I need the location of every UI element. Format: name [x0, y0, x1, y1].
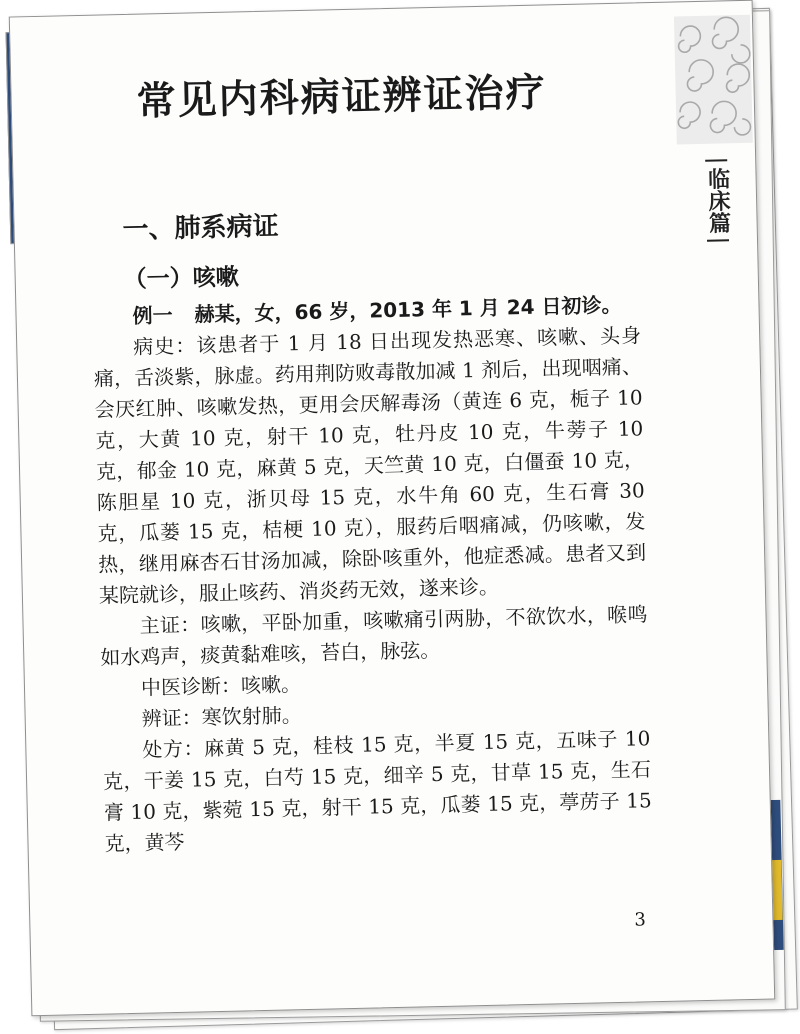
- side-label-dash-bottom: [707, 239, 729, 241]
- section-heading: 一、肺系病证: [122, 211, 279, 246]
- cloud-pattern-decoration: [674, 15, 753, 145]
- subsection-heading: （一）咳嗽: [123, 264, 240, 294]
- main-symptoms-paragraph: 主证：咳嗽，平卧加重，咳嗽痛引两胁，不欲饮水，喉鸣如水鸡声，痰黄黏难咳，苔白，脉弦。: [100, 602, 648, 670]
- case-info: 赫某，女，66 岁，2013 年 1 月 24 日初诊。: [194, 292, 622, 327]
- history-paragraph: 病史：该患者于 1 月 18 日出现发热恶寒、咳嗽、头身痛，舌淡紫，脉虚。药用荆防败毒散加减 1 剂后，出现咽痛、会厌红肿、咳嗽发热，更用会厌解毒汤（黄连 6 克，栀子 10 克，大黄 10 克，射干 10 克，牡丹皮 10 克，牛蒡子 10 克，郁金 10 克，麻黄 5 克，天竺黄 10 克，白僵蚕 10 克，陈胆星 10 克，浙贝母 15 克，水牛角 60 克，生石膏 30 克，瓜蒌 15 克，桔梗 10 克），服药后咽痛减，仍咳嗽，发热，继用麻杏石甘汤加减，除卧咳重外，他症悉减。患者又到某院就诊，服止咳药、消炎药无效，遂来诊。: [93, 323, 647, 608]
- syndrome-paragraph: 辨证：寒饮射肺。: [141, 703, 302, 731]
- side-label-dash-top: [705, 159, 727, 161]
- prescription-paragraph: 处方：麻黄 5 克，桂枝 15 克，半夏 15 克，五味子 10 克，干姜 15 克，白芍 15 克，细辛 5 克，甘草 15 克，生石膏 10 克，紫菀 15 克，射干 15 克，瓜蒌 15 克，葶苈子 15 克，黄芩: [102, 726, 652, 856]
- page-title: 常见内科病证辨证治疗: [136, 70, 548, 125]
- book-page: [9, 0, 775, 1016]
- body-text: [92, 289, 653, 859]
- page-number: 3: [634, 909, 647, 931]
- diagnosis-paragraph: 中医诊断：咳嗽。: [140, 672, 302, 700]
- case-label: 例一: [132, 302, 173, 328]
- side-label-text: 临床篇: [704, 167, 731, 234]
- side-section-label: [701, 153, 733, 248]
